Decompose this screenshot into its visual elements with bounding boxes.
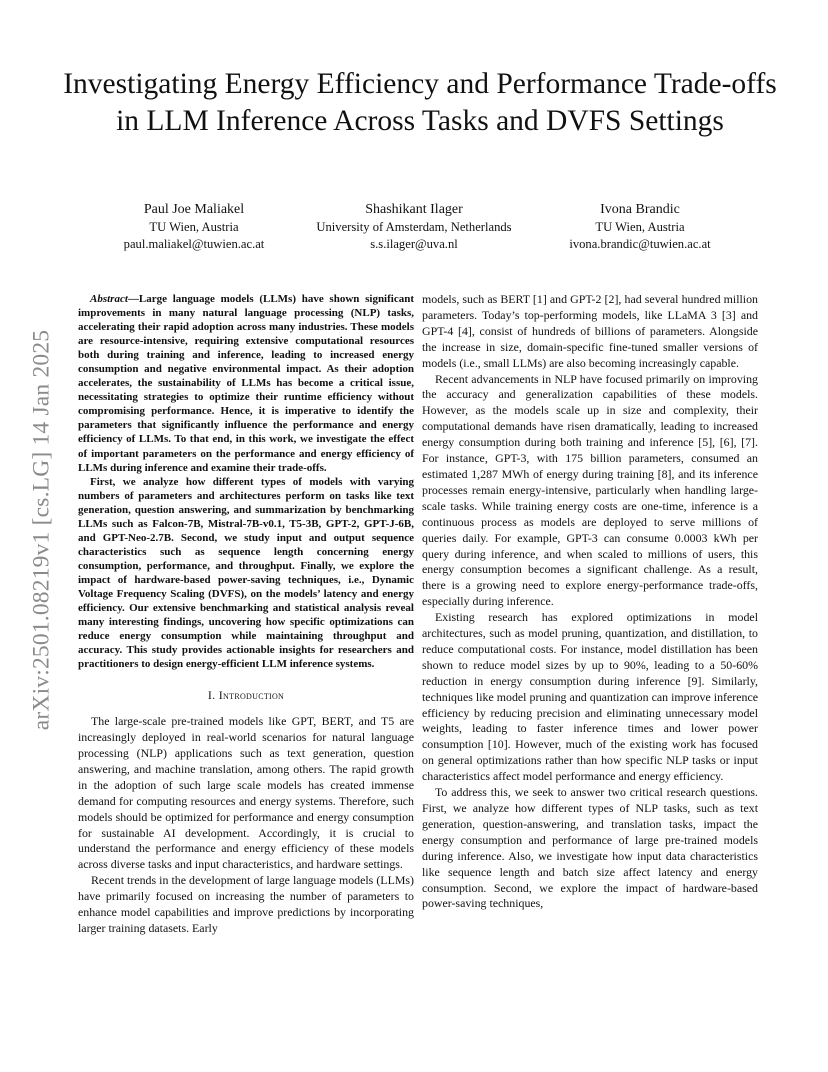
intro-paragraph-3: Recent advancements in NLP have focused primarily on improving the accuracy and generalization capabilities of these models. However, as the models scale up in size and complexity, their computational demands have risen dramatically, leading to increased energy consumption during both training and inference [5], [6], [7]. For instance, GPT-3, with 175 billion parameters, consumed an estimated 1,287 MWh of energy during training [8], and its inference processes remain energy-intensive, particularly when handling large-scale tasks. While training energy costs are one-time, inference is a continuous process as models are deployed to serve millions of queries daily. For example, GPT-3 can consume 0.0003 kWh per query during inference, and when scaled to millions of users, this energy consumption becomes a significant challenge. As a result, there is a growing need to explore energy-performance trade-offs, especially during inference. [422, 371, 758, 609]
author-name: Paul Joe Maliakel [143, 202, 245, 217]
abstract [78, 292, 414, 671]
author-affiliation: University of Amsterdam, Netherlands [316, 220, 512, 234]
intro-paragraph-1: The large-scale pre-trained models like GPT, BERT, and T5 are increasingly deployed in real-world scenarios for natural language processing (NLP) applications such as text generation, question answering, and machine translation, among others. The rapid growth in the adoption of such large scale models has created immense demand for computing resources and energy systems. Therefore, such models should be optimized for performance and energy consumption for sustainable AI development. Accordingly, it is crucial to understand the performance and energy efficiency of these models across diverse tasks and input characteristics, and hardware settings. [78, 714, 414, 872]
right-column [422, 292, 758, 912]
abstract-paragraph-2: First, we analyze how different types of models with varying numbers of parameters and architectures perform on tasks like text generation, question answering, and summarization by benchmarking LLMs such as Falcon-7B, Mistral-7B-v0.1, T5-3B, GPT-2, GPT-J-6B, and GPT-Neo-2.7B. Second, we study input and output sequence characteristics such as sequence length concerning energy consumption, performance, and throughput. Finally, we explore the impact of hardware-based power-saving techniques, i.e., Dynamic Voltage Frequency Scaling (DVFS), on the models’ latency and energy efficiency. Our extensive benchmarking and statistical analysis reveal many interesting findings, uncovering how specific optimizations can reduce energy consumption while maintaining throughput and accuracy. This study provides actionable insights for researchers and practitioners to design energy-efficient LLM inference systems. [78, 475, 414, 671]
section-heading [78, 688, 414, 704]
section-number: I. [207, 688, 216, 703]
author-block [0, 201, 828, 261]
author-2 [284, 201, 544, 253]
abstract-text-1: —Large language models (LLMs) have shown significant improvements in many natural language processing (NLP) tasks, accelerating their rapid adoption across many industries. These models are resource-intensive, requiring extensive computational resources both during training and inference, leading to increased energy consumption and negative environmental impact. As their adoption accelerates, the sustainability of LLMs has become a critical issue, necessitating strategies to optimize their runtime efficiency without compromising performance. Hence, it is imperative to identify the parameters that significantly influence the performance and energy efficiency of LLMs. To that end, in this work, we investigate the effect of important parameters on the performance and energy efficiency of LLMs during inference and examine their trade-offs. [78, 293, 414, 474]
paper-title: Investigating Energy Efficiency and Performance Trade-offs in LLM Inference Across Tasks and DVFS Settings [63, 68, 777, 137]
arxiv-side-stamp [22, 300, 62, 760]
author-3 [510, 201, 770, 253]
author-email: paul.maliakel@tuwien.ac.at [123, 237, 265, 251]
intro-paragraph-4: Existing research has explored optimizations in model architectures, such as model pruning, quantization, and distillation, to reduce computational costs. For instance, model distillation has been shown to reduce model sizes by up to 90%, leading to a 50-60% reduction in energy consumption during inference [9]. Similarly, techniques like model pruning and quantization can improve inference efficiency by reducing precision and eliminating unnecessary model weights, leading to faster inference times and lower power consumption [10]. However, much of the existing work has focused on general optimizations rather than how specific NLP tasks or input characteristics affect model performance and energy efficiency. [422, 610, 758, 784]
arxiv-identifier: arXiv:2501.08219v1 [cs.LG] 14 Jan 2025 [28, 329, 55, 731]
author-email: s.s.ilager@uva.nl [370, 237, 458, 251]
abstract-paragraph-1 [78, 292, 414, 475]
intro-paragraph-5: To address this, we seek to answer two critical research questions. First, we analyze how different types of NLP tasks, such as text generation, question-answering, and translation tasks, impact the energy consumption and performance of large pre-trained models during inference. Also, we investigate how input data characteristics like sequence length and batch size affect latency and energy consumption. Second, we explore the impact of hardware-based power-saving techniques, [422, 785, 758, 911]
author-email: ivona.brandic@tuwien.ac.at [569, 237, 711, 251]
intro-paragraph-2: Recent trends in the development of large language models (LLMs) have primarily focused on increasing the number of parameters to enhance model capabilities and improve predictions by incorporating larger training datasets. Early [78, 873, 414, 935]
left-column [78, 292, 414, 937]
author-affiliation: TU Wien, Austria [595, 220, 685, 234]
author-name: Shashikant Ilager [365, 202, 463, 217]
intro-paragraph-continued: models, such as BERT [1] and GPT-2 [2], had several hundred million parameters. Today’s top-performing models, like LLaMA 3 [3] and GPT-4 [4], consist of hundreds of billions of parameters. Alongside the increase in size, domain-specific fine-tuned smaller versions of models (i.e., small LLMs) are also becoming increasingly capable. [422, 292, 758, 370]
abstract-lead: Abstract [90, 293, 128, 305]
author-affiliation: TU Wien, Austria [149, 220, 239, 234]
section-title: Introduction [218, 688, 285, 703]
author-name: Ivona Brandic [600, 202, 680, 217]
